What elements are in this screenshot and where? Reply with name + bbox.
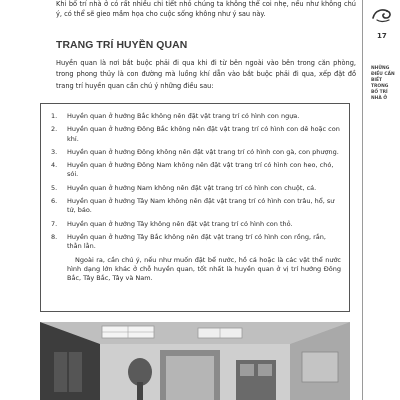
section-title: TRANG TRÍ HUYỀN QUAN <box>56 40 188 51</box>
rule-item <box>51 184 341 193</box>
chapter-label: NHỮNG ĐIỀU CẦN BIẾT TRONG BỐ TRÍ NHÀ Ở <box>371 66 395 101</box>
rule-number: 6. <box>51 197 58 206</box>
section-lead-paragraph: Huyền quan là nơi bắt buộc phải đi qua khi đi từ bên ngoài vào bên trong căn phòng, trong phong thủy là con đường mà luồng khí dẫn vào bắt buộc phải đi qua, xếp đặt đồ trang trí huyền quan cần chú ý những điều sau: <box>56 59 356 90</box>
rule-item <box>51 233 341 252</box>
rule-item <box>51 161 341 180</box>
page-number: 17 <box>377 32 387 40</box>
rule-item <box>51 220 341 229</box>
rule-text: Huyền quan ở hướng Bắc không nên đặt vật trang trí có hình con ngựa. <box>67 112 300 120</box>
rule-text: Huyền quan ở hướng Tây Bắc không nên đặt vật trang trí có hình con rồng, rắn, thằn lằn. <box>67 232 326 251</box>
rules-note: Ngoài ra, cần chú ý, nếu như muốn đặt bể nước, hồ cá hoặc là các vật thể nước hình dạng lớn khác ở chỗ huyền quan, tốt nhất là huyền quan ở vị trí hướng Đông Bắc, Tây Bắc, Tây và Nam. <box>67 255 341 283</box>
rules-box <box>40 103 350 312</box>
rule-item <box>51 197 341 216</box>
rule-item <box>51 112 341 121</box>
entryway-photo <box>40 322 350 400</box>
chapter-sidebar <box>362 0 400 400</box>
rule-item <box>51 148 341 157</box>
rule-number: 3. <box>51 147 58 156</box>
rule-number: 2. <box>51 125 58 134</box>
rule-text: Huyền quan ở hướng Tây không nên đặt vật trang trí có hình con thỏ. <box>67 219 293 228</box>
rule-number: 1. <box>51 112 58 120</box>
entryway-photo-graphic <box>40 322 350 400</box>
rule-number: 8. <box>51 232 58 241</box>
rule-item <box>51 125 341 144</box>
rule-text: Huyền quan ở hướng Đông Bắc không nên đặt vật trang trí có hình con dê hoặc con khỉ. <box>67 125 340 143</box>
rule-number: 5. <box>51 183 58 192</box>
rule-text: Huyền quan ở hướng Nam không nên đặt vật trang trí có hình con chuột, cá. <box>67 183 317 192</box>
rule-number: 4. <box>51 161 58 170</box>
rule-text: Huyền quan ở hướng Đông không nên đặt vật trang trí có hình con gà, con phượng. <box>67 147 339 156</box>
rule-text: Huyền quan ở hướng Đông Nam không nên đặt vật trang trí có hình con heo, chó, sói. <box>67 161 334 179</box>
rule-number: 7. <box>51 219 58 228</box>
intro-paragraph: Khi bố trí nhà ở có rất nhiều chi tiết nhỏ chúng ta không thể coi nhẹ, nếu như không chú ý, có thể sẽ gieo mầm họa cho cuộc sống không như ý sau này. <box>56 0 356 18</box>
rules-list <box>51 112 341 252</box>
dragon-logo-icon <box>371 6 393 24</box>
rule-text: Huyền quan ở hướng Tây Nam không nên đặt vật trang trí có hình con trâu, hổ, sư tử, báo. <box>67 197 335 215</box>
